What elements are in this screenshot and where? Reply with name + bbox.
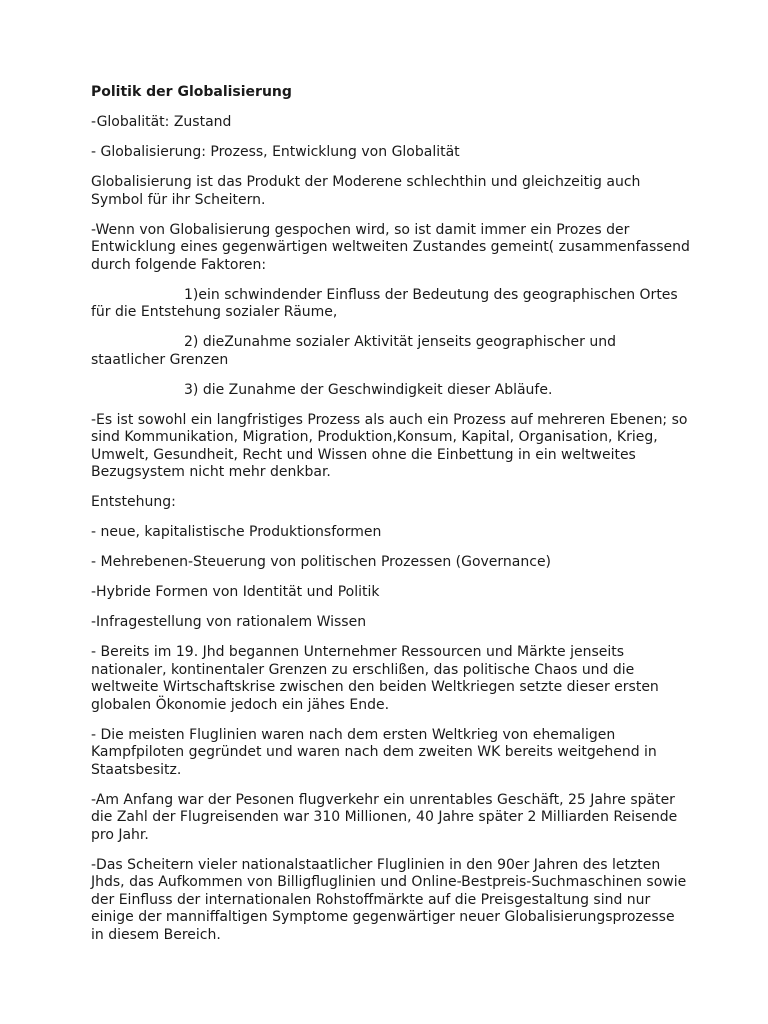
paragraph-19-jhd: - Bereits im 19. Jhd begannen Unternehmer Ressourcen und Märkte jenseits nationaler, kontinentaler Grenzen zu erschlißen, das politische Chaos und die weltweite Wirtschaftskrise zwischen den beiden Weltkriegen setzte dieser ersten globalen Ökonomie jedoch ein jähes Ende. [91, 644, 659, 713]
document-title: Politik der Globalisierung [91, 84, 292, 100]
list-item-governance: - Mehrebenen-Steuerung von politischen Prozessen (Governance) [91, 554, 552, 570]
paragraph-flugverkehr: -Am Anfang war der Pesonen flugverkehr ein unrentables Geschäft, 25 Jahre später die Zahl der Flugreisenden war 310 Millionen, 40 Jahre später 2 Milliarden Reisende pro Jahr. [91, 791, 678, 843]
paragraph-langfristiger-prozess: -Es ist sowohl ein langfristiges Prozess als auch ein Prozess auf mehreren Ebenen; so sind Kommunikation, Migration, Produktion,Konsum, Kapital, Organisation, Krieg, Umwelt, Gesundheit, Recht und Wissen ohne die Einbettung in ein weltweites Bezugsystem nicht mehr denkbar. [91, 411, 688, 480]
paragraph-entwicklung-zustand: -Wenn von Globalisierung gespochen wird, so ist damit immer ein Prozes der Entwicklung eines gegenwärtigen weltweiten Zustandes gemeint( zusammenfassend durch folgende Faktoren: [91, 221, 690, 273]
document-body [91, 84, 691, 957]
paragraph-scheitern-fluglinien: -Das Scheitern vieler nationalstaatlicher Fluglinien in den 90er Jahren des letzten Jhds, das Aufkommen von Billigfluglinien und Online-Bestpreis-Suchmaschinen sowie der Einfluss der internationalen Rohstoffmärkte auf die Preisgestaltung sind nur einige der manniffaltigen Symptome gegenwärtiger neuer Globalisierungsprozesse in diesem Bereich. [91, 856, 687, 943]
paragraph-fluglinien: - Die meisten Fluglinien waren nach dem ersten Weltkrieg von ehemaligen Kampfpiloten gegründet und waren nach dem zweiten WK bereits weitgehend in Staatsbesitz. [91, 726, 657, 778]
list-item-produktionsformen: - neue, kapitalistische Produktionsformen [91, 524, 382, 540]
list-item-hybride-formen: -Hybride Formen von Identität und Politik [91, 584, 380, 600]
list-item-faktor-2: 2) dieZunahme sozialer Aktivität jenseits geographischer und staatlicher Grenzen [91, 334, 616, 368]
list-item-faktor-1: 1)ein schwindender Einfluss der Bedeutung des geographischen Ortes für die Entstehung sozialer Räume, [91, 286, 678, 320]
list-item-infragestellung: -Infragestellung von rationalem Wissen [91, 614, 367, 630]
paragraph-globalitaet: -Globalität: Zustand [91, 114, 232, 130]
paragraph-produkt-der-moderne: Globalisierung ist das Produkt der Moderene schlechthin und gleichzeitig auch Symbol für ihr Scheitern. [91, 174, 641, 208]
paragraph-globalisierung-definition: - Globalisierung: Prozess, Entwicklung von Globalität [91, 144, 460, 160]
list-item-faktor-3: 3) die Zunahme der Geschwindigkeit dieser Abläufe. [184, 381, 553, 398]
section-heading-entstehung: Entstehung: [91, 494, 176, 510]
